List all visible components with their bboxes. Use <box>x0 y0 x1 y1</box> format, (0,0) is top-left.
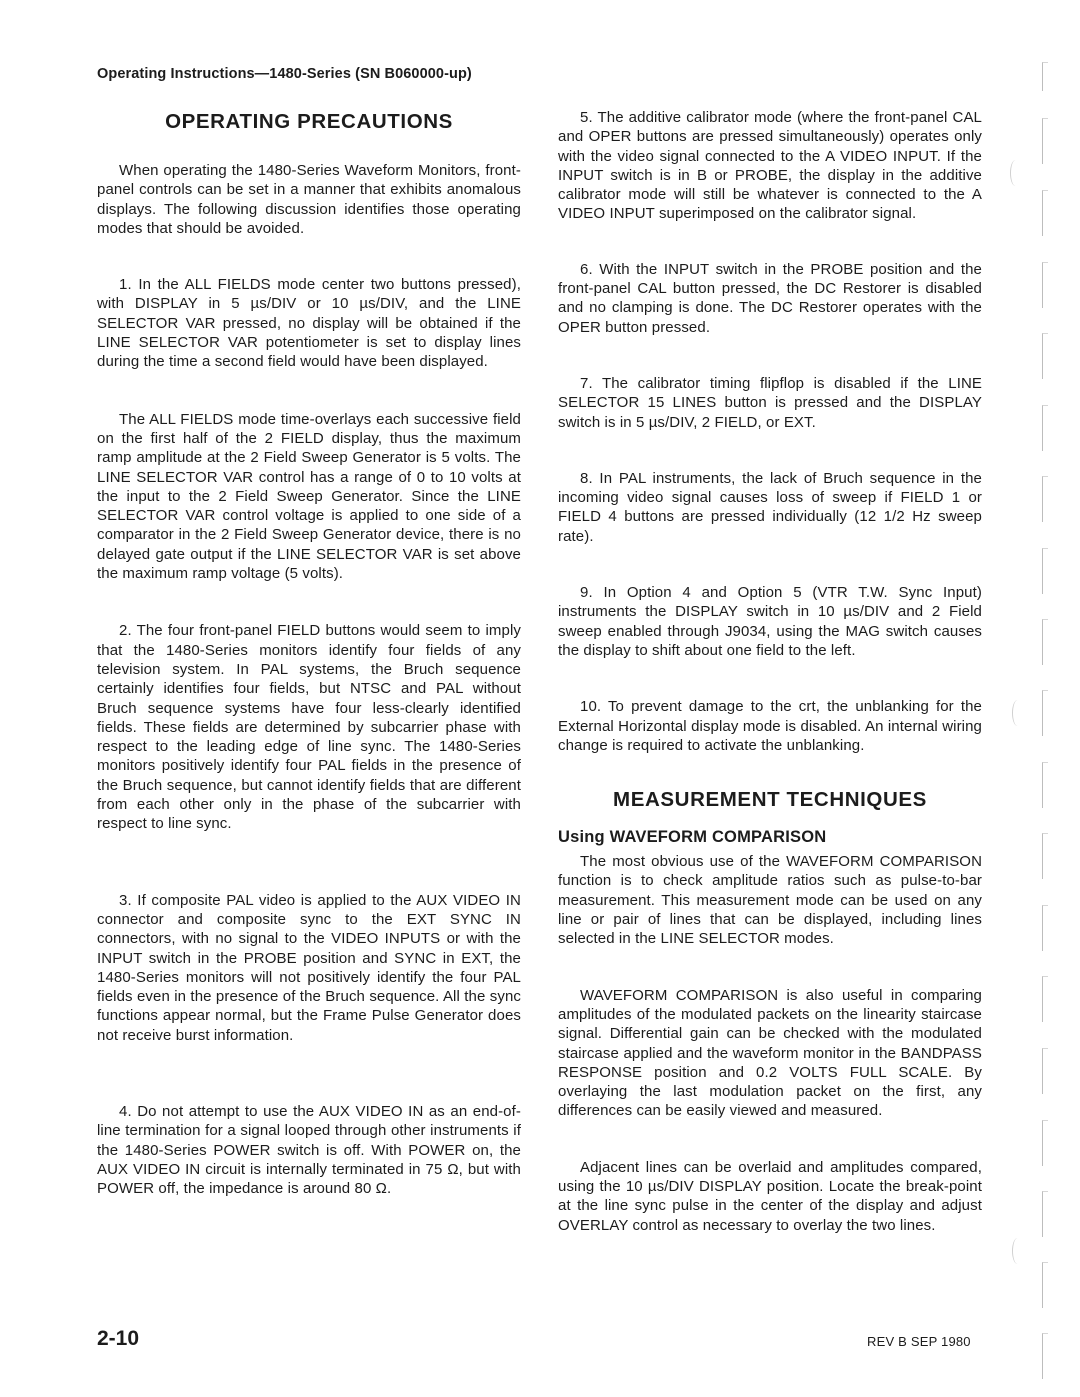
binding-mark <box>1042 333 1048 379</box>
binding-mark <box>1042 405 1048 451</box>
binding-mark <box>1042 262 1048 308</box>
page-number: 2-10 <box>97 1327 140 1350</box>
precaution-item-7: 7. The calibrator timing flipflop is disabled if the LINE SELECTOR 15 LINES button is pressed and the DISPLAY switch is in 5 µs/DIV, 2 FIELD, or EXT. <box>558 374 982 431</box>
precaution-item-1: 1. In the ALL FIELDS mode center two buttons pressed), with DISPLAY in 5 µs/DIV or 10 µs/DIV, and the LINE SELECTOR VAR pressed, no display will be obtained if the LINE SELECTOR VAR potentiometer is set to display lines during the time a second field would have been displayed. <box>97 276 521 371</box>
precaution-item-3: 3. If composite PAL video is applied to the AUX VIDEO IN connector and composite sync to the EXT SYNC IN connectors, with no signal to the VIDEO INPUTS or with the INPUT switch in the PROBE position and SYNC in EXT, the 1480-Series monitors will not positively identify the four PAL fields even in the presence of the Bruch sequence. All the sync functions appear normal, but the Frame Pulse Generator does not receive burst information. <box>97 891 521 1044</box>
left-column <box>97 108 521 1198</box>
precaution-item-6: 6. With the INPUT switch in the PROBE position and the front-panel CAL button pressed, the DC Restorer is disabled and no clamping is done. The DC Restorer operates with the OPER button pressed. <box>558 260 982 336</box>
scan-artifact <box>1010 160 1021 186</box>
binding-mark <box>1042 1048 1048 1094</box>
binding-mark <box>1042 976 1048 1022</box>
binding-mark <box>1042 833 1048 879</box>
binding-mark <box>1042 62 1048 91</box>
precaution-item-1-detail: The ALL FIELDS mode time-overlays each successive field on the first half of the 2 FIELD display, thus the maximum ramp amplitude at the 2 Field Sweep Generator is 5 volts. The LINE SELECTOR VAR control has a range of 0 to 10 volts at the input to the 2 Field Sweep Generator. Since the LINE SELECTOR VAR control voltage is applied to one side of a comparator in the 2 Field Sweep Generator device, there is no delayed gate output if the LINE SELECTOR VAR is set above the maximum ramp voltage (5 volts). <box>97 410 521 583</box>
binding-mark <box>1042 548 1048 594</box>
binding-mark <box>1042 476 1048 522</box>
scan-artifact <box>1012 700 1023 726</box>
precaution-item-4: 4. Do not attempt to use the AUX VIDEO IN as an end-of-line termination for a signal looped through other instruments if the 1480-Series POWER switch is off. With POWER on, the AUX VIDEO IN circuit is internally terminated in 75 Ω, but with POWER off, the impedance is around 80 Ω. <box>97 1102 521 1198</box>
section-title-measurement-techniques: MEASUREMENT TECHNIQUES <box>613 788 927 812</box>
waveform-comparison-paragraph-2: WAVEFORM COMPARISON is also useful in comparing amplitudes of the modulated packets on the linearity staircase signal. Differential gain can be checked with the modulated staircase applied and the waveform monitor in the BANDPASS RESPONSE position and 0.2 VOLTS FULL SCALE. By overlaying the last modulation packet on the first, any differences can be easily viewed and measured. <box>558 986 982 1120</box>
binding-mark <box>1042 1120 1048 1166</box>
revision-date: REV B SEP 1980 <box>867 1334 971 1349</box>
running-head: Operating Instructions—1480-Series (SN B060000-up) <box>97 66 472 82</box>
binding-mark <box>1042 690 1048 736</box>
waveform-comparison-paragraph-1: The most obvious use of the WAVEFORM COMPARISON function is to check amplitude ratios such as pulse-to-bar measurement. This measurement mode can be used on any line or pair of lines that can be displayed, including lines selected in the LINE SELECTOR modes. <box>558 853 982 948</box>
binding-mark <box>1042 118 1048 164</box>
precaution-item-8: 8. In PAL instruments, the lack of Bruch sequence in the incoming video signal causes loss of sweep if FIELD 1 or FIELD 4 buttons are pressed individually (12 1/2 Hz sweep rate). <box>558 469 982 545</box>
binding-mark <box>1042 1191 1048 1237</box>
subsection-title-waveform-comparison: Using WAVEFORM COMPARISON <box>558 828 827 847</box>
binding-mark <box>1042 762 1048 808</box>
binding-mark <box>1042 905 1048 951</box>
binding-mark <box>1042 190 1048 236</box>
precaution-item-2: 2. The four front-panel FIELD buttons would seem to imply that the 1480-Series monitors identify four fields of any television system. In PAL systems, the Bruch sequence certainly identifies four fields, but NTSC and PAL without Bruch sequence systems have four less-clearly identified fields. These fields are determined by subcarrier phase with respect to the leading edge of line sync. The 1480-Series monitors positively identify four PAL fields in the presence of the Bruch sequence, but cannot identify fields that are different from each other only in the phase of the subcarrier with respect to line sync. <box>97 622 521 833</box>
precaution-item-5: 5. The additive calibrator mode (where the front-panel CAL and OPER buttons are pressed simultaneously) operates only with the video signal connected to the A VIDEO INPUT. If the INPUT switch is in B or PROBE, the display in the additive calibrator mode will still be whatever is connected to the A VIDEO INPUT superimposed on the calibrator signal. <box>558 109 982 223</box>
right-column <box>558 108 982 1235</box>
scan-artifact <box>1012 1238 1023 1264</box>
binding-mark <box>1042 619 1048 665</box>
waveform-comparison-paragraph-3: Adjacent lines can be overlaid and amplitudes compared, using the 10 µs/DIV DISPLAY position. Locate the break-point at the line sync pulse in the center of the display and adjust OVERLAY control as necessary to overlay the two lines. <box>558 1158 982 1234</box>
binding-mark <box>1042 1262 1048 1308</box>
binding-mark <box>1042 1333 1048 1379</box>
section-title-operating-precautions: OPERATING PRECAUTIONS <box>165 110 453 133</box>
precaution-item-9: 9. In Option 4 and Option 5 (VTR T.W. Sync Input) instruments the DISPLAY switch in 10 µs/DIV and 2 Field sweep enabled through J9034, using the MAG switch causes the display to shift about one field to the left. <box>558 584 982 659</box>
precaution-item-10: 10. To prevent damage to the crt, the unblanking for the External Horizontal display mode is disabled. An internal wiring change is required to activate the unblanking. <box>558 698 982 754</box>
intro-paragraph: When operating the 1480-Series Waveform Monitors, front-panel controls can be set in a manner that exhibits anomalous displays. The following discussion identifies those operating modes that should be avoided. <box>97 162 521 237</box>
